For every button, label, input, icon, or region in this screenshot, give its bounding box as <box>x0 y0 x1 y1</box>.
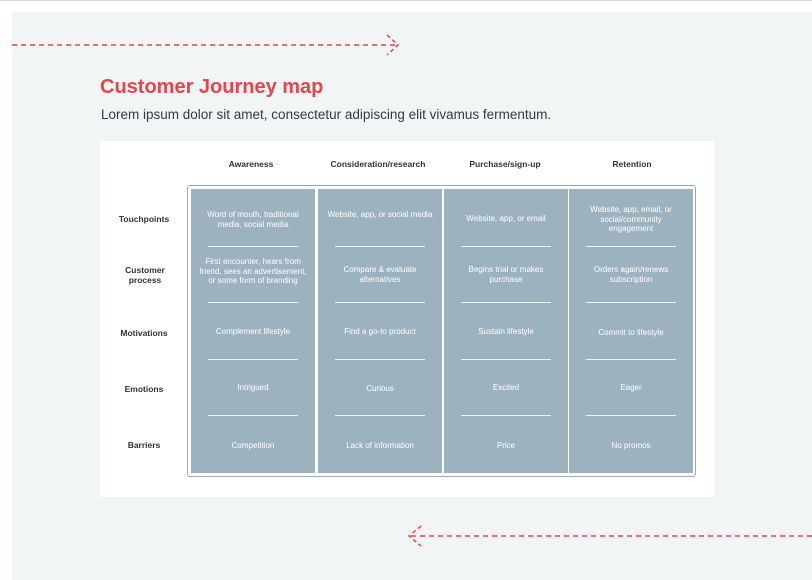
cell-divider <box>335 246 425 247</box>
cell-retention-motivations: Commit to lifestyle <box>598 328 664 337</box>
cell-consideration-touchpoints: Website, app, or social media <box>327 210 433 219</box>
top-divider <box>0 0 812 1</box>
cell-divider <box>461 246 551 247</box>
dashed-arrow-left-icon <box>403 523 812 549</box>
row-label-emotions: Emotions <box>124 384 164 394</box>
dashed-arrow-right-icon <box>12 32 404 58</box>
cell-consideration-process: Compare & evaluate alternatives <box>343 265 417 284</box>
cell-divider <box>586 302 676 303</box>
cell-divider <box>586 246 676 247</box>
cell-divider <box>335 302 425 303</box>
stage-header-awareness: Awareness <box>228 159 274 169</box>
cell-purchase-barriers: Price <box>496 441 516 450</box>
cell-divider <box>461 415 551 416</box>
cell-divider <box>335 415 425 416</box>
cell-purchase-motivations: Sustain lifestyle <box>478 327 534 336</box>
row-label-customer-process: Customer process <box>125 265 165 285</box>
cell-divider <box>208 246 298 247</box>
page-subtitle: Lorem ipsum dolor sit amet, consectetur adipiscing elit vivamus fermentum. <box>101 107 552 122</box>
cell-consideration-barriers: Lack of information <box>346 441 414 450</box>
cell-divider <box>586 415 676 416</box>
row-label-barriers: Barriers <box>127 440 161 450</box>
cell-consideration-motivations: Find a go-to product <box>344 327 416 336</box>
cell-divider <box>461 302 551 303</box>
cell-divider <box>208 302 298 303</box>
cell-divider <box>335 359 425 360</box>
page-title: Customer Journey map <box>100 76 324 98</box>
stage-header-purchase: Purchase/sign-up <box>469 159 541 169</box>
cell-awareness-touchpoints: Word of mouth, traditional media, social media <box>207 210 299 229</box>
row-label-touchpoints: Touchpoints <box>118 214 170 224</box>
cell-divider <box>461 359 551 360</box>
cell-divider <box>586 359 676 360</box>
cell-retention-emotions: Eager <box>620 383 642 392</box>
cell-awareness-process: First encounter, hears from friend, sees an advertisement, or some form of branding <box>199 257 307 285</box>
cell-retention-barriers: No promos <box>611 441 651 450</box>
cell-purchase-touchpoints: Website, app, or email <box>466 214 546 223</box>
cell-purchase-emotions: Excited <box>492 383 520 392</box>
cell-purchase-process: Begins trial or makes purchase <box>468 265 544 284</box>
cell-retention-touchpoints: Website, app, email, or social/community engagement <box>590 205 672 233</box>
cell-divider <box>208 415 298 416</box>
stage-header-retention: Retention <box>612 159 652 169</box>
stage-header-consideration: Consideration/research <box>330 159 426 169</box>
cell-retention-process: Orders again/renews subscription <box>593 265 669 284</box>
cell-awareness-motivations: Complement lifestyle <box>215 327 291 336</box>
cell-awareness-barriers: Competition <box>231 441 275 450</box>
cell-awareness-emotions: Intrigued <box>237 383 269 392</box>
cell-divider <box>208 359 298 360</box>
row-label-motivations: Motivations <box>120 328 168 338</box>
cell-consideration-emotions: Curious <box>366 384 394 393</box>
